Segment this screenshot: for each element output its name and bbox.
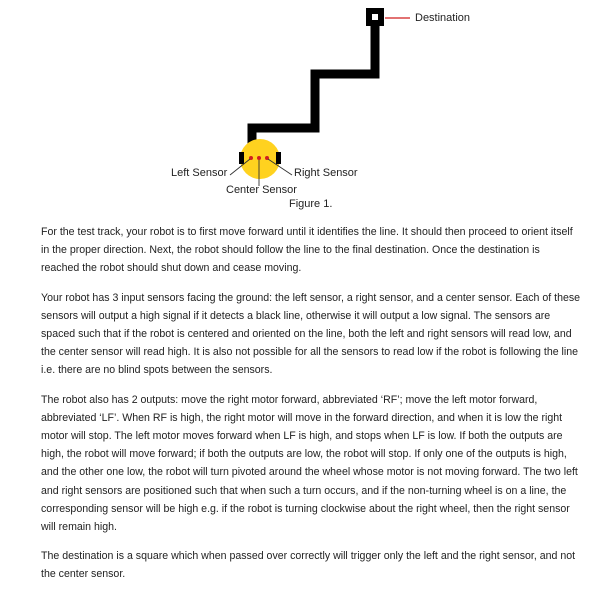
paragraph-intro: For the test track, your robot is to first move forward until it identifies the line. It should then proceed to orient itself in the proper direction. Next, the robot should follow the line to the final destination. Once the destination is reached the robot should shut down and cease moving.: [41, 226, 573, 275]
track-figure: [0, 0, 614, 215]
left-wheel: [239, 152, 244, 164]
right-wheel: [276, 152, 281, 164]
paragraph-outputs: The robot also has 2 outputs: move the right motor forward, abbreviated ‘RF’; move the left motor forward, abbreviated ‘LF’. When RF is high, the right motor will move in the forward direction, and when it is low the right motor will stop. The left motor moves forward when LF is high, and stops when LF is low. If both the outputs are high, the robot will move forward; if both the outputs are low, the robot will stop. If only one of the outputs is high, and the other one low, the robot will turn pivoted around the wheel whose motor is not moving forward. The two left and right sensors are positioned such that when such a turn occurs, and if the non-turning wheel is on a line, the corresponding sensor will be high e.g. if the robot is turning clockwise about the right wheel, then the right sensor will remain high.: [41, 393, 578, 534]
body-text: [41, 223, 581, 595]
left-sensor-label: Left Sensor: [171, 167, 228, 179]
center-sensor-label: Center Sensor: [226, 184, 297, 196]
track-line: [252, 18, 375, 152]
destination-inner: [372, 14, 378, 20]
right-sensor-label: Right Sensor: [294, 167, 358, 179]
center-sensor-dot: [257, 156, 261, 160]
track-diagram: [0, 0, 614, 215]
figure-caption: Figure 1.: [289, 198, 333, 210]
paragraph-destination: The destination is a square which when passed over correctly will trigger only the left and the right sensor, and not the center sensor.: [41, 550, 576, 581]
destination-label: Destination: [415, 12, 471, 24]
paragraph-sensors: Your robot has 3 input sensors facing the ground: the left sensor, a right sensor, and a center sensor. Each of these sensors will output a high signal if it detects a black line, otherwise it will output a low signal. The sensors are spaced such that if the robot is centered and oriented on the line, both the left and right sensors will read low, and the center sensor will read high. It is also not possible for all the sensors to read low if the robot is following the line i.e. there are no blind spots between the sensors.: [41, 291, 581, 377]
